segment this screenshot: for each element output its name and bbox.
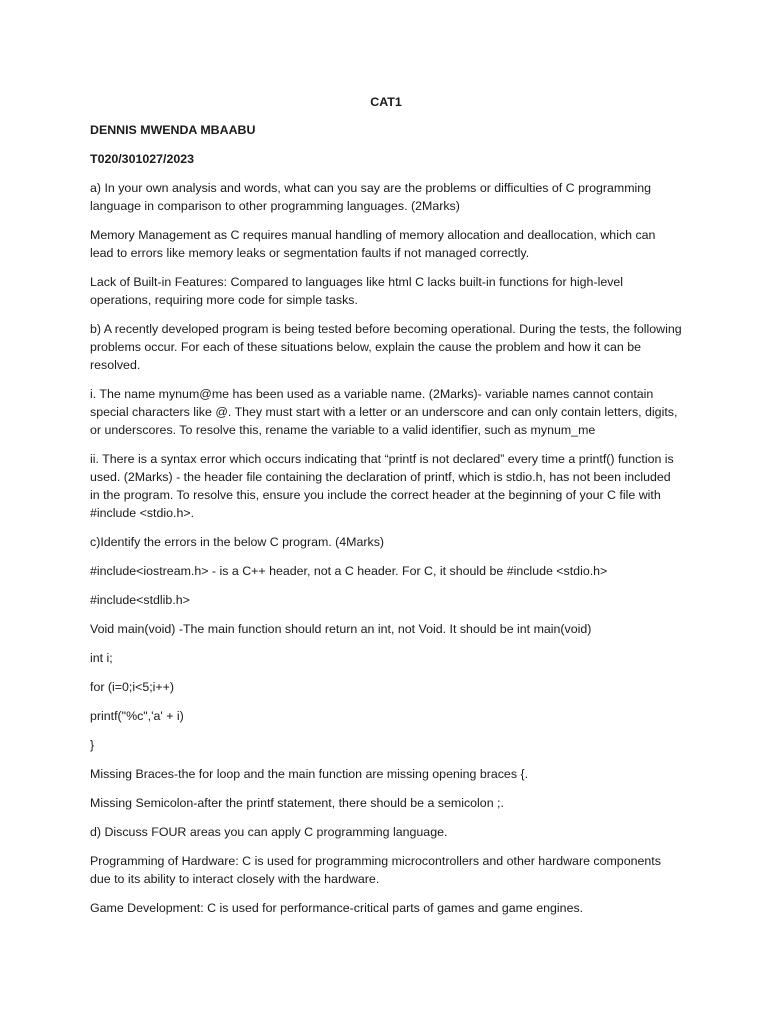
code-line-int-i: int i; <box>90 651 113 665</box>
question-d: d) Discuss FOUR areas you can apply C programming language. <box>90 825 448 839</box>
answer-c-missing-semicolon: Missing Semicolon-after the printf statement, there should be a semicolon ;. <box>90 796 504 810</box>
answer-b-i: i. The name mynum@me has been used as a variable name. (2Marks)- variable names cannot contain special characters like @. They must start with a letter or an underscore and can only contain letters, digits, or underscores. To resolve this, rename the variable to a valid identifier, such as mynum_me <box>90 387 678 437</box>
question-b: b) A recently developed program is being tested before becoming operational. During the tests, the following problems occur. For each of these situations below, explain the cause the problem and how it can be resolved. <box>90 322 682 372</box>
answer-a-builtin-features: Lack of Built-in Features: Compared to languages like html C lacks built-in functions for high-level operations, requiring more code for simple tasks. <box>90 275 624 307</box>
author-name: DENNIS MWENDA MBAABU <box>90 123 256 137</box>
answer-a-memory-management: Memory Management as C requires manual handling of memory allocation and deallocation, which can lead to errors like memory leaks or segmentation faults if not managed correctly. <box>90 228 656 260</box>
code-line-void-main: Void main(void) -The main function should return an int, not Void. It should be int main(void) <box>90 622 592 636</box>
question-a: a) In your own analysis and words, what can you say are the problems or difficulties of C programming language in comparison to other programming languages. (2Marks) <box>90 181 652 213</box>
code-line-include-iostream: #include<iostream.h> - is a C++ header, not a C header. For C, it should be #include <stdio.h> <box>90 564 608 578</box>
code-line-closing-brace: } <box>90 738 95 752</box>
question-c: c)Identify the errors in the below C program. (4Marks) <box>90 535 385 549</box>
code-line-include-stdlib: #include<stdlib.h> <box>90 593 190 607</box>
answer-c-missing-braces: Missing Braces-the for loop and the main function are missing opening braces {. <box>90 767 529 781</box>
document-title: CAT1 <box>370 95 402 109</box>
answer-d-game-development: Game Development: C is used for performance-critical parts of games and game engines. <box>90 901 584 915</box>
code-line-for-loop: for (i=0;i<5;i++) <box>90 680 175 694</box>
registration-number: T020/301027/2023 <box>90 152 195 166</box>
answer-d-hardware: Programming of Hardware: C is used for programming microcontrollers and other hardware components due to its ability to interact closely with the hardware. <box>90 854 661 886</box>
document-page <box>90 93 682 928</box>
answer-b-ii: ii. There is a syntax error which occurs indicating that “printf is not declared” every time a printf() function is used. (2Marks) - the header file containing the declaration of printf, which is stdio.h, has not been included in the program. To resolve this, ensure you include the correct header at the beginning of your C file with #include <stdio.h>. <box>90 452 674 520</box>
code-line-printf: printf("%c",'a' + i) <box>90 709 184 723</box>
